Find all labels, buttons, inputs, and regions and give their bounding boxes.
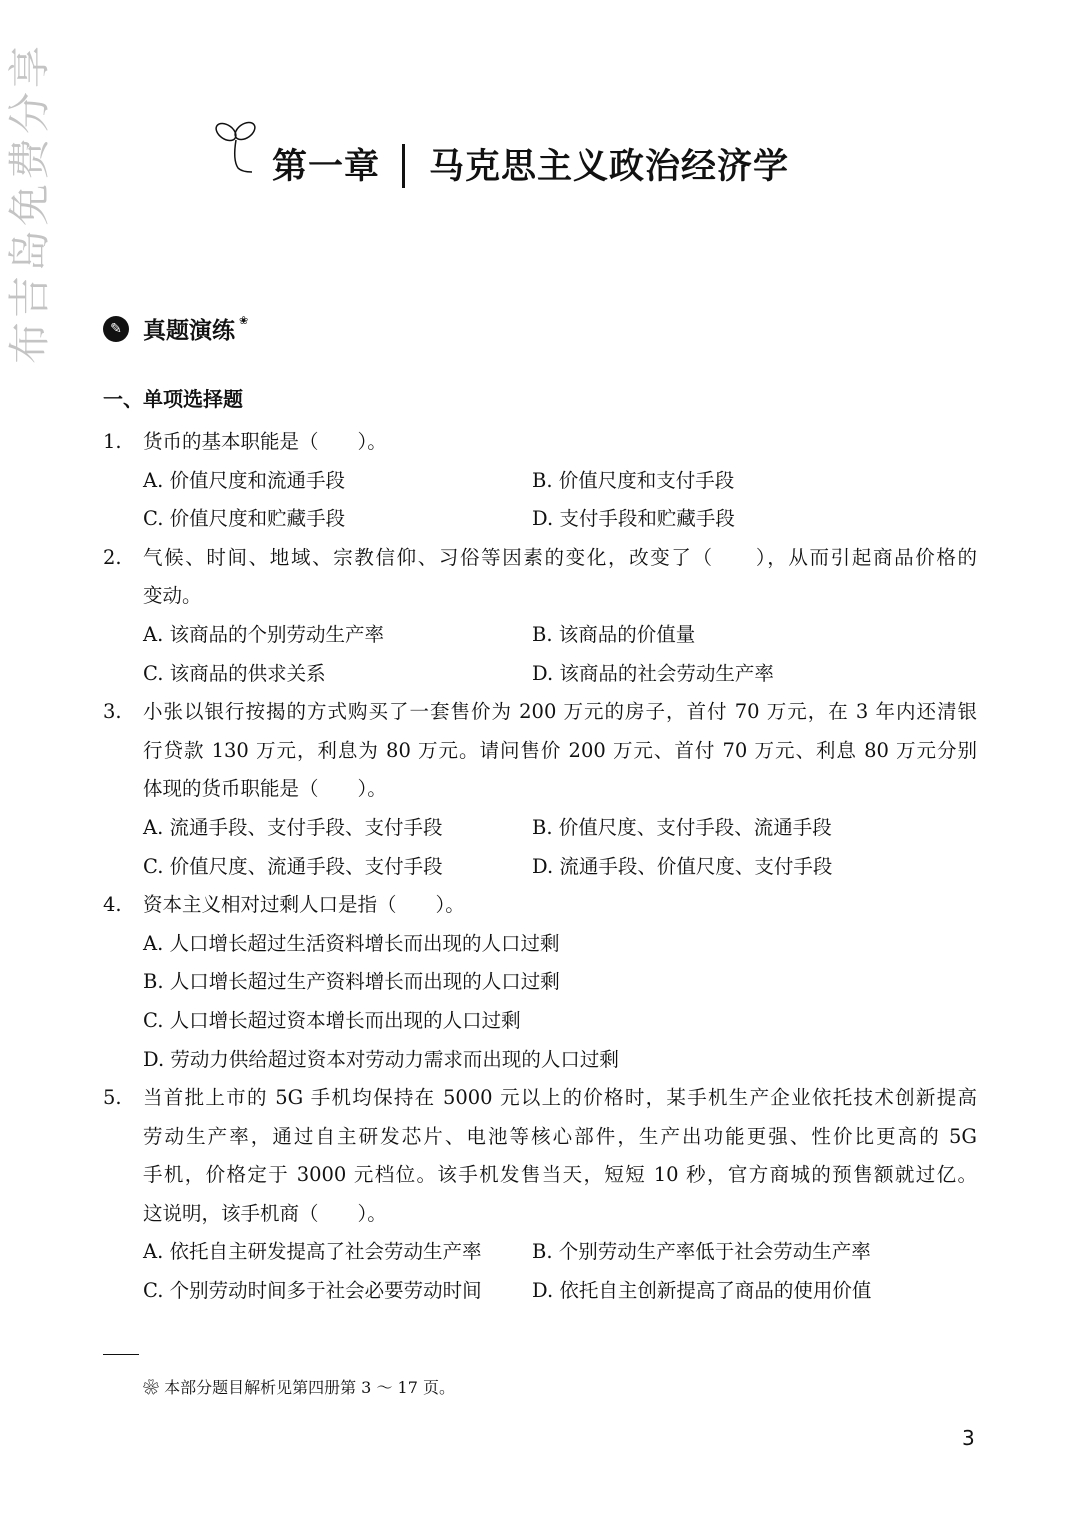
question-number: 3. xyxy=(103,700,122,724)
question-stem-line: 手机，价格定于 3000 元档位。该手机发售当天，短短 10 秒，官方商城的预售额就过亿。 xyxy=(143,1163,977,1187)
options xyxy=(143,925,977,1079)
option-a: A. 依托自主研发提高了社会劳动生产率 xyxy=(143,1240,482,1264)
option-d: D. 流通手段、价值尺度、支付手段 xyxy=(532,854,833,878)
option-b: B. 价值尺度、支付手段、流通手段 xyxy=(532,815,832,839)
footnote: ❀ 本部分题目解析见第四册第 3 ～ 17 页。 xyxy=(143,1378,455,1397)
options xyxy=(143,616,977,693)
question-stem-line: 这说明，该手机商（ ）。 xyxy=(143,1201,387,1225)
question-3 xyxy=(103,693,977,886)
question-number: 1. xyxy=(103,430,122,453)
question-stem-line: 体现的货币职能是（ ）。 xyxy=(143,777,387,801)
sprout-icon xyxy=(212,118,272,180)
option-c: C. 个别劳动时间多于社会必要劳动时间 xyxy=(143,1279,482,1303)
question-stem-line: 行贷款 130 万元，利息为 80 万元。请问售价 200 万元、首付 70 万元、利息 80 万元分别 xyxy=(143,738,977,762)
option-a: A. 该商品的个别劳动生产率 xyxy=(143,622,384,646)
option-c: C. 该商品的供求关系 xyxy=(143,661,326,685)
question-4 xyxy=(103,886,977,1079)
option-b: B. 个别劳动生产率低于社会劳动生产率 xyxy=(532,1240,871,1264)
question-body xyxy=(143,886,977,1079)
chapter-number: 第一章 xyxy=(272,147,381,187)
question-body xyxy=(143,423,977,539)
option-d: D. 劳动力供给超过资本对劳动力需求而出现的人口过剩 xyxy=(143,1047,619,1071)
question-stem-line: 小张以银行按揭的方式购买了一套售价为 200 万元的房子，首付 70 万元，在 3 年内还清银 xyxy=(143,700,977,724)
option-c: C. 价值尺度和贮藏手段 xyxy=(143,507,346,531)
option-b: B. 价值尺度和支付手段 xyxy=(532,468,735,492)
footnote-rule xyxy=(103,1354,139,1355)
options xyxy=(143,1233,977,1310)
question-number: 4. xyxy=(103,893,122,917)
options xyxy=(143,809,977,886)
question-body xyxy=(143,693,977,886)
option-d: D. 支付手段和贮藏手段 xyxy=(532,507,735,531)
watermark: 布吉岛免费分享 xyxy=(5,42,54,365)
question-stem-line: 气候、时间、地域、宗教信仰、习俗等因素的变化，改变了（ ），从而引起商品价格的 xyxy=(143,545,977,569)
pen-icon: ✎ xyxy=(103,316,129,342)
question-stem-line: 变动。 xyxy=(143,584,202,608)
footnote-mark: ❀ xyxy=(239,314,249,327)
question-stem-line: 劳动生产率，通过自主研发芯片、电池等核心部件，生产出功能更强、性价比更高的 5G xyxy=(143,1124,977,1148)
chapter-name: 马克思主义政治经济学 xyxy=(429,147,790,187)
question-body xyxy=(143,1079,977,1311)
option-d: D. 该商品的社会劳动生产率 xyxy=(532,661,774,685)
option-b: B. 该商品的价值量 xyxy=(532,622,696,646)
option-b: B. 人口增长超过生产资料增长而出现的人口过剩 xyxy=(143,970,560,994)
option-a: A. 人口增长超过生活资料增长而出现的人口过剩 xyxy=(143,931,560,955)
question-5 xyxy=(103,1079,977,1311)
question-stem-line: 当首批上市的 5G 手机均保持在 5000 元以上的价格时，某手机生产企业依托技术创新提高 xyxy=(143,1086,977,1110)
option-a: A. 流通手段、支付手段、支付手段 xyxy=(143,815,443,839)
option-d: D. 依托自主创新提高了商品的使用价值 xyxy=(532,1279,872,1303)
question-number: 5. xyxy=(103,1086,122,1110)
question-1 xyxy=(103,423,977,539)
question-body xyxy=(143,539,977,693)
chapter-title xyxy=(272,142,789,192)
options xyxy=(143,462,977,539)
option-c: C. 人口增长超过资本增长而出现的人口过剩 xyxy=(143,1008,521,1032)
question-number: 2. xyxy=(103,545,122,569)
subsection-title: 一、单项选择题 xyxy=(103,387,243,411)
question-stem-line: 资本主义相对过剩人口是指（ ）。 xyxy=(143,893,465,917)
question-2 xyxy=(103,539,977,693)
option-c: C. 价值尺度、流通手段、支付手段 xyxy=(143,854,443,878)
option-a: A. 价值尺度和流通手段 xyxy=(143,468,345,492)
section-heading xyxy=(103,312,248,345)
title-divider xyxy=(402,144,405,188)
page-number: 3 xyxy=(962,1426,975,1450)
question-list xyxy=(103,423,977,1311)
section-title: 真题演练 xyxy=(143,318,235,344)
question-stem-line: 货币的基本职能是（ ）。 xyxy=(143,430,387,453)
